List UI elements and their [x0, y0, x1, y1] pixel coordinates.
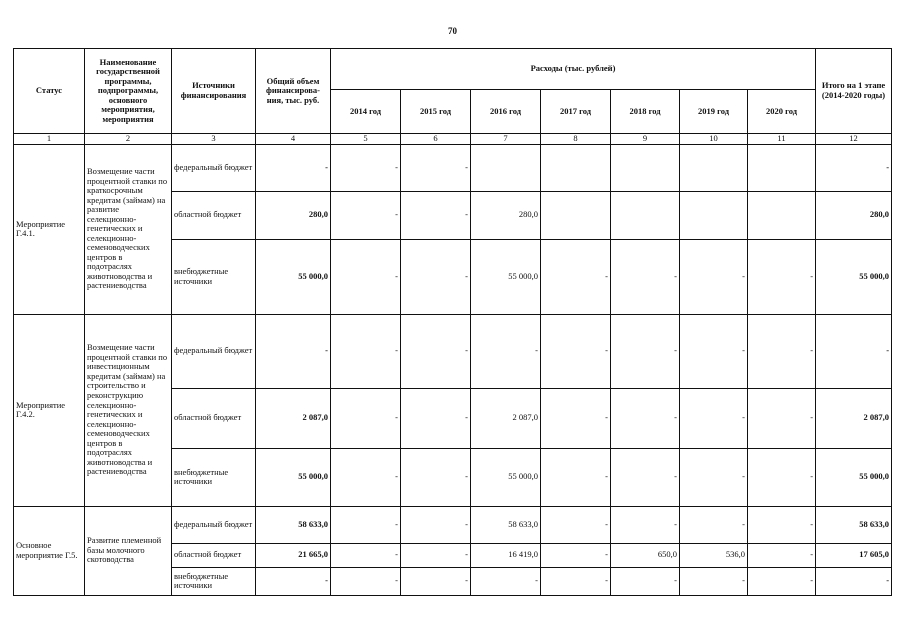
total-cell: 55 000,0: [256, 448, 331, 506]
year-value-cell: -: [680, 448, 748, 506]
total-cell: -: [256, 567, 331, 595]
year-value-cell: -: [401, 144, 471, 191]
itogo-cell: 55 000,0: [816, 239, 892, 314]
itogo-cell: -: [816, 567, 892, 595]
itogo-cell: 2 087,0: [816, 388, 892, 448]
column-number: 4: [256, 134, 331, 145]
year-value-cell: -: [680, 388, 748, 448]
year-value-cell: -: [401, 543, 471, 567]
year-value-cell: [680, 144, 748, 191]
year-value-cell: [611, 191, 680, 239]
source-cell: областной бюджет: [172, 543, 256, 567]
year-value-cell: -: [331, 239, 401, 314]
year-value-cell: -: [541, 239, 611, 314]
column-number: 11: [748, 134, 816, 145]
itogo-cell: 58 633,0: [816, 506, 892, 543]
year-value-cell: 58 633,0: [471, 506, 541, 543]
column-number: 9: [611, 134, 680, 145]
year-value-cell: -: [611, 567, 680, 595]
year-value-cell: -: [401, 191, 471, 239]
table-row: [14, 506, 892, 543]
total-cell: 280,0: [256, 191, 331, 239]
measure-name-cell: Возмещение части процентной ставки по инвестиционным кредитам (займам) на строительство и реконструкцию селекционно-генетических и селекционно-семеноводческих центров в подотраслях животноводства и растениеводства: [85, 314, 172, 506]
year-value-cell: -: [541, 543, 611, 567]
year-value-cell: -: [331, 388, 401, 448]
source-cell: федеральный бюджет: [172, 506, 256, 543]
year-value-cell: [748, 191, 816, 239]
source-cell: внебюджетные источники: [172, 448, 256, 506]
status-cell: Основное мероприятие Г.5.: [14, 506, 85, 595]
column-number: 7: [471, 134, 541, 145]
source-cell: федеральный бюджет: [172, 314, 256, 388]
year-value-cell: -: [331, 191, 401, 239]
year-value-cell: -: [401, 239, 471, 314]
year-value-cell: -: [680, 506, 748, 543]
column-number: 1: [14, 134, 85, 145]
column-number: 12: [816, 134, 892, 145]
total-cell: 2 087,0: [256, 388, 331, 448]
year-value-cell: -: [331, 543, 401, 567]
column-number: 6: [401, 134, 471, 145]
header-total: Общий объем финансирова-ния, тыс. руб.: [256, 49, 331, 134]
header-expenses: Расходы (тыс. рублей): [331, 49, 816, 90]
year-value-cell: -: [748, 314, 816, 388]
table-row: [14, 314, 892, 388]
header-year: 2019 год: [680, 90, 748, 134]
year-value-cell: -: [401, 506, 471, 543]
year-value-cell: -: [748, 543, 816, 567]
year-value-cell: -: [748, 388, 816, 448]
year-value-cell: -: [401, 448, 471, 506]
financing-table: [13, 48, 892, 596]
year-value-cell: -: [680, 239, 748, 314]
year-value-cell: -: [541, 567, 611, 595]
year-value-cell: [541, 191, 611, 239]
itogo-cell: 55 000,0: [816, 448, 892, 506]
year-value-cell: 650,0: [611, 543, 680, 567]
year-value-cell: -: [541, 506, 611, 543]
year-value-cell: [471, 144, 541, 191]
year-value-cell: [541, 144, 611, 191]
year-value-cell: -: [680, 567, 748, 595]
source-cell: внебюджетные источники: [172, 567, 256, 595]
year-value-cell: 536,0: [680, 543, 748, 567]
table-row: [14, 144, 892, 191]
header-itogo: Итого на 1 этапе (2014-2020 годы): [816, 49, 892, 134]
year-value-cell: -: [541, 448, 611, 506]
source-cell: областной бюджет: [172, 388, 256, 448]
column-number: 2: [85, 134, 172, 145]
year-value-cell: -: [331, 448, 401, 506]
year-value-cell: -: [401, 567, 471, 595]
total-cell: -: [256, 144, 331, 191]
year-value-cell: 2 087,0: [471, 388, 541, 448]
year-value-cell: -: [748, 448, 816, 506]
year-value-cell: -: [331, 506, 401, 543]
year-value-cell: -: [611, 388, 680, 448]
header-name: Наименование государственной программы, подпрограммы, основного мероприятия, мероприятия: [85, 49, 172, 134]
column-number: 10: [680, 134, 748, 145]
total-cell: 58 633,0: [256, 506, 331, 543]
year-value-cell: -: [611, 448, 680, 506]
page-number: 70: [448, 26, 457, 36]
measure-name-cell: Возмещение части процентной ставки по краткосрочным кредитам (займам) на развитие селекционно-генетических и селекционно-семеноводческих центров в подотраслях животноводства и растениеводства: [85, 144, 172, 314]
year-value-cell: -: [748, 239, 816, 314]
total-cell: -: [256, 314, 331, 388]
itogo-cell: -: [816, 314, 892, 388]
year-value-cell: -: [541, 314, 611, 388]
column-number: 8: [541, 134, 611, 145]
year-value-cell: -: [471, 314, 541, 388]
year-value-cell: [611, 144, 680, 191]
source-cell: федеральный бюджет: [172, 144, 256, 191]
year-value-cell: -: [401, 388, 471, 448]
header-sources: Источники финансирования: [172, 49, 256, 134]
year-value-cell: -: [611, 506, 680, 543]
measure-name-cell: Развитие племенной базы молочного скотоводства: [85, 506, 172, 595]
column-number: 5: [331, 134, 401, 145]
year-value-cell: -: [331, 314, 401, 388]
header-status: Статус: [14, 49, 85, 134]
itogo-cell: 17 605,0: [816, 543, 892, 567]
year-value-cell: -: [611, 239, 680, 314]
year-value-cell: -: [541, 388, 611, 448]
year-value-cell: [748, 144, 816, 191]
year-value-cell: 55 000,0: [471, 448, 541, 506]
itogo-cell: 280,0: [816, 191, 892, 239]
year-value-cell: 16 419,0: [471, 543, 541, 567]
header-year: 2020 год: [748, 90, 816, 134]
year-value-cell: 55 000,0: [471, 239, 541, 314]
year-value-cell: -: [748, 567, 816, 595]
year-value-cell: -: [331, 567, 401, 595]
header-year: 2015 год: [401, 90, 471, 134]
header-year: 2018 год: [611, 90, 680, 134]
header-year: 2014 год: [331, 90, 401, 134]
header-year: 2016 год: [471, 90, 541, 134]
itogo-cell: -: [816, 144, 892, 191]
source-cell: областной бюджет: [172, 191, 256, 239]
status-cell: Мероприятие Г.4.1.: [14, 144, 85, 314]
year-value-cell: -: [611, 314, 680, 388]
year-value-cell: -: [680, 314, 748, 388]
source-cell: внебюджетные источники: [172, 239, 256, 314]
column-number: 3: [172, 134, 256, 145]
year-value-cell: -: [471, 567, 541, 595]
total-cell: 55 000,0: [256, 239, 331, 314]
header-year: 2017 год: [541, 90, 611, 134]
year-value-cell: -: [331, 144, 401, 191]
status-cell: Мероприятие Г.4.2.: [14, 314, 85, 506]
year-value-cell: [680, 191, 748, 239]
year-value-cell: -: [401, 314, 471, 388]
year-value-cell: 280,0: [471, 191, 541, 239]
total-cell: 21 665,0: [256, 543, 331, 567]
year-value-cell: -: [748, 506, 816, 543]
